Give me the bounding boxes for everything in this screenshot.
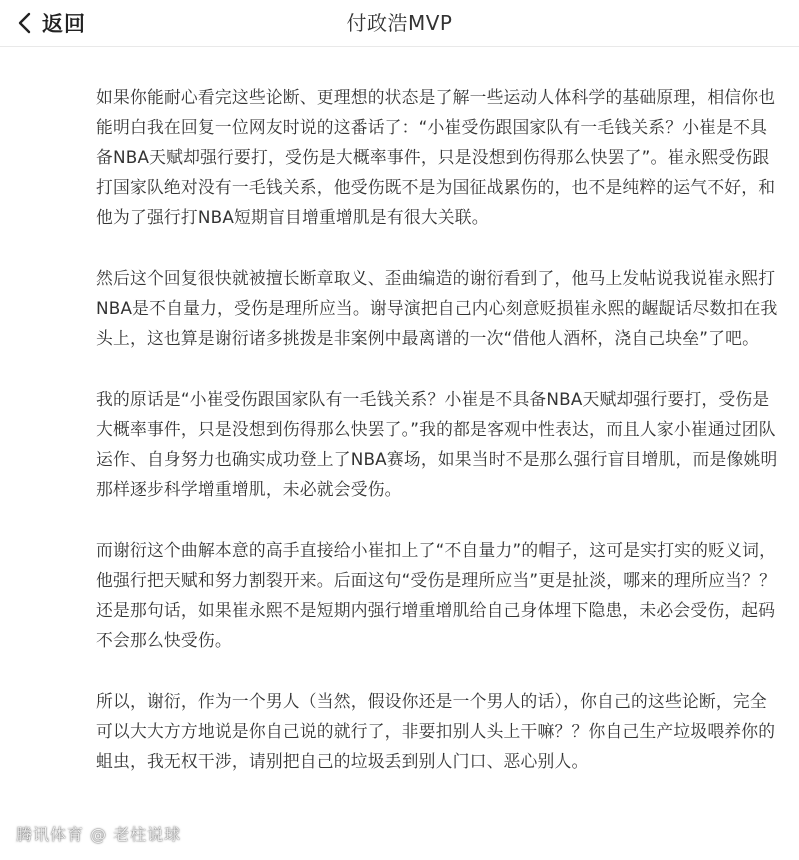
top-nav-bar — [0, 0, 799, 47]
back-label: 返回 — [42, 12, 86, 36]
article-paragraph: 然后这个回复很快就被擅长断章取义、歪曲编造的谢衍看到了，他马上发帖说我说崔永熙打NBA是不自量力，受伤是理所应当。谢导演把自己内心刻意贬损崔永熙的龌龊话尽数扣在我头上，这也算是谢衍诸多挑拨是非案例中最离谱的一次“借他人酒杯，浇自己块垒”了吧。 — [96, 268, 778, 348]
page-title: 付政浩MVP — [346, 11, 453, 35]
article-paragraph: 如果你能耐心看完这些论断、更理想的状态是了解一些运动人体科学的基础原理，相信你也能明白我在回复一位网友时说的这番话了：“小崔受伤跟国家队有一毛钱关系？小崔是不具备NBA天赋却强行要打，受伤是大概率事件，只是没想到伤得那么快罢了”。崔永熙受伤跟打国家队绝对没有一毛钱关系，他受伤既不是为国征战累伤的，也不是纯粹的运气不好，和他为了强行打NBA短期盲目增重增肌是有很大关联。 — [96, 87, 776, 227]
watermark-text: 腾讯体育 @ 老柱说球 — [16, 825, 182, 844]
article-paragraph: 而谢衍这个曲解本意的高手直接给小崔扣上了“不自量力”的帽子，这可是实打实的贬义词，他强行把天赋和努力割裂开来。后面这句“受伤是理所应当”更是扯淡，哪来的理所应当？？还是那句话，如果崔永熙不是短期内强行增重增肌给自己身体埋下隐患，未必会受伤，起码不会那么快受伤。 — [96, 540, 777, 650]
article-paragraph: 我的原话是“小崔受伤跟国家队有一毛钱关系？小崔是不具备NBA天赋却强行要打，受伤是大概率事件，只是没想到伤得那么快罢了。”我的都是客观中性表达，而且人家小崔通过团队运作、自身努力也确实成功登上了NBA赛场，如果当时不是那么强行盲目增肌，而是像姚明那样逐步科学增重增肌，未必就会受伤。 — [96, 389, 778, 499]
article-paragraph: 所以，谢衍，作为一个男人（当然，假设你还是一个男人的话），你自己的这些论断，完全可以大大方方地说是你自己说的就行了，非要扣别人头上干嘛？？你自己生产垃圾喂养你的蛆虫，我无权干涉，请别把自己的垃圾丢到别人门口、恶心别人。 — [96, 691, 776, 771]
article-body — [96, 82, 782, 807]
